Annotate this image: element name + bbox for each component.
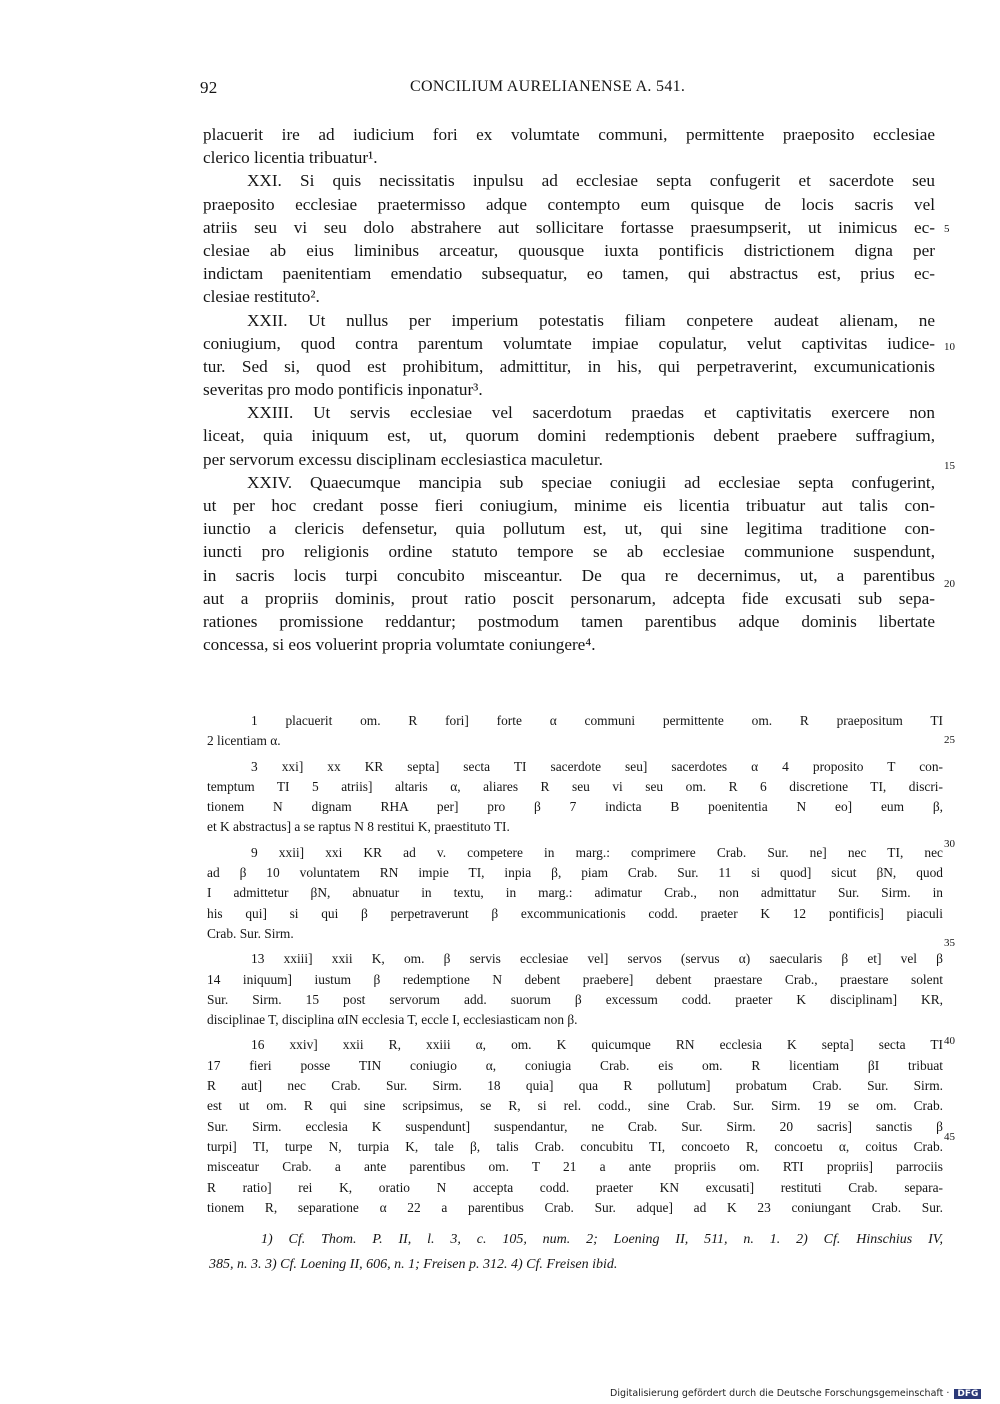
page-number: 92 xyxy=(200,78,218,97)
apparatus-line: ad β 10 voluntatem RN impie TI, inpia β, piam Crab. Sur. 11 si quod] sicut βN, quod xyxy=(207,865,943,881)
line-number: 15 xyxy=(944,460,955,472)
text-line: tur. Sed si, quod est prohibitum, admittitur, in his, qui perpetraverint, excumunicationis xyxy=(203,356,935,376)
apparatus-line: Crab. Sur. Sirm. xyxy=(207,925,294,941)
apparatus-line: 3 xxi] xx KR septa] secta TI sacerdote seu] sacerdotes α 4 proposito T con- xyxy=(251,758,943,774)
line-number: 5 xyxy=(944,223,950,235)
footnotes xyxy=(209,1228,943,1277)
critical-apparatus xyxy=(207,711,943,1218)
apparatus-line: tionem N dignam RHA per] pro β 7 indicta B poenitentia N eo] eum β, xyxy=(207,799,943,815)
text-line: per servorum excessu disciplinam ecclesiastica maculetur. xyxy=(203,449,603,469)
page-header xyxy=(200,78,936,100)
text-line: XXII. Ut nullus per imperium potestatis filiam conpetere audeat alienam, ne xyxy=(247,310,935,330)
apparatus-line: I admittetur βN, abnuatur in textu, in marg.: adimatur Crab., non admittatur Sur. Sirm. in xyxy=(207,885,943,901)
apparatus-line: tionem R, separatione α 22 a parentibus Crab. Sur. adque] ad K 23 coniungant Crab. Sur. xyxy=(207,1199,943,1215)
line-number: 45 xyxy=(944,1131,955,1143)
text-line: clesiae ab eius liminibus arceatur, quousque iuxta pontificis districtionem digna per xyxy=(203,240,935,260)
apparatus-line: 16 xxiv] xxii R, xxiii α, om. K quicumque RN ecclesia K septa] secta TI xyxy=(251,1037,943,1053)
apparatus-line: 17 fieri posse TIN coniugio α, coniugia Crab. eis om. R licentiam βI tribuat xyxy=(207,1057,943,1073)
running-title: CONCILIUM AURELIANENSE A. 541. xyxy=(410,78,686,95)
apparatus-line: Sur. Sirm. ecclesia K suspendunt] suspendantur, ne Crab. Sur. Sirm. 20 sacris] sanctis β xyxy=(207,1118,943,1134)
text-line: in sacris locis turpi concubito misceantur. De qua re decernimus, ut, a parentibus xyxy=(203,565,935,585)
text-line: XXI. Si quis necissitatis inpulsu ad ecclesiae septa confugerit et sacerdote seu xyxy=(247,171,935,191)
line-number: 35 xyxy=(944,937,955,949)
apparatus-line: temptum TI 5 atriis] altaris α, aliares R seu vi seu om. R 6 discretione TI, discri- xyxy=(207,778,943,794)
apparatus-line: misceatur Crab. a ante parentibus om. T 21 a ante propriis om. RTI propriis] parrociis xyxy=(207,1159,943,1175)
credit-text: Digitalisierung gefördert durch die Deutsche Forschungsgemeinschaft · xyxy=(610,1388,950,1399)
text-line: concessa, si eos voluerint propria volumtate coniungere⁴. xyxy=(203,635,596,655)
apparatus-line: 13 xxiii] xxii K, om. β servis ecclesiae vel] servos (servus α) saecularis β et] vel β xyxy=(251,951,943,967)
text-line: placuerit ire ad iudicium fori ex volumtate communi, permittente praeposito ecclesiae xyxy=(203,125,935,144)
apparatus-line: turpi] TI, turpe N, turpia K, tale β, talis Crab. concubitu TI, concoeto R, concoetu α, coitus Crab. xyxy=(207,1138,943,1154)
footnote-line: 385, n. 3. 3) Cf. Loening II, 606, n. 1; Freisen p. 312. 4) Cf. Freisen ibid. xyxy=(209,1256,618,1272)
text-line: indictam paenitentiam emendatio subsequatur, eo tamen, qui abstractus est, prius ec- xyxy=(203,264,935,284)
text-line: ut per hoc credant posse fieri coniugium, minime eis licentia tribuatur aut talis con- xyxy=(203,496,935,515)
text-line: praeposito ecclesiae praetermisso adque contempto eum quisque de locis sacris vel xyxy=(203,194,935,214)
apparatus-line: disciplinae T, disciplina αIN ecclesia T, eccle I, ecclesiasticam non β. xyxy=(207,1012,578,1028)
text-line: XXIV. Quaecumque mancipia sub speciae coniugii ad ecclesiae septa confugerint, xyxy=(247,472,935,492)
line-number: 40 xyxy=(944,1035,955,1047)
text-line: rationes promissione reddantur; postmodum tamen parentibus adque dominis libertate xyxy=(203,611,935,631)
text-line: aut a propriis dominis, prout ratio poscit personarum, adcepta fide excusati sub sepa- xyxy=(203,588,935,608)
line-number: 25 xyxy=(944,734,955,746)
dfg-logo-icon: DFG xyxy=(954,1389,981,1399)
text-line: clerico licentia tribuatur¹. xyxy=(203,148,378,168)
text-line: atriis seu vi seu dolo abstrahere aut sollicitare fortasse praesumpserit, ut inimicus ec- xyxy=(203,217,935,237)
apparatus-line: 2 licentiam α. xyxy=(207,733,281,749)
text-line: XXIII. Ut servis ecclesiae vel sacerdotum praedas et captivitatis exercere non xyxy=(247,403,935,423)
text-line: iunctio a clericis defensetur, quia pollutum est, ut, qui sine legitima traditione con- xyxy=(203,519,935,539)
apparatus-line: 1 placuerit om. R fori] forte α communi permittente om. R praepositum TI xyxy=(251,713,943,728)
apparatus-line: R aut] nec Crab. Sur. Sirm. 18 quia] qua R pollutum] probatum Crab. Sur. Sirm. xyxy=(207,1078,943,1094)
footnote-line: 1) Cf. Thom. P. II, l. 3, c. 105, num. 2; Loening II, 511, n. 1. 2) Cf. Hinschius IV, xyxy=(261,1232,943,1247)
apparatus-line: his qui] si qui β perpetraverunt β excommunicationis codd. praeter K 12 pontificis] piaculi xyxy=(207,905,943,921)
text-line: liceat, quia iniquum est, ut, quorum domini redemptionis debent praebere suffragium, xyxy=(203,426,935,446)
apparatus-line: 14 iniquum] iustum β redemptione N debent praebere] debent praestare Crab., praestare solent xyxy=(207,971,943,987)
line-number: 10 xyxy=(944,341,955,353)
line-number: 20 xyxy=(944,578,955,590)
text-line: coniugium, quod contra parentum volumtate impiae copulatur, velut captivitas iudice- xyxy=(203,333,935,353)
apparatus-line: est ut om. R qui sine scripsimus, se R, si rel. codd., sine Crab. Sur. Sirm. 19 se om. Crab. xyxy=(207,1098,943,1114)
text-line: severitas pro modo pontificis inponatur³. xyxy=(203,380,483,400)
text-line: clesiae restituto². xyxy=(203,287,320,307)
text-line: iuncti pro religionis ordine statuto tempore se ab ecclesiae communione suspendunt, xyxy=(203,542,935,562)
main-text xyxy=(203,123,935,656)
apparatus-line: 9 xxii] xxi KR ad v. competere in marg.: comprimere Crab. Sur. ne] nec TI, nec xyxy=(251,844,943,860)
apparatus-line: Sur. Sirm. 15 post servorum add. suorum β excessum codd. praeter K disciplinam] KR, xyxy=(207,991,943,1007)
line-number: 30 xyxy=(944,838,955,850)
apparatus-line: R ratio] rei K, oratio N accepta codd. praeter KN excusati] restituti Crab. separa- xyxy=(207,1179,943,1195)
digitization-credit xyxy=(610,1388,981,1399)
apparatus-line: et K abstractus] a se raptus N 8 restitui K, praestituto TI. xyxy=(207,819,510,835)
